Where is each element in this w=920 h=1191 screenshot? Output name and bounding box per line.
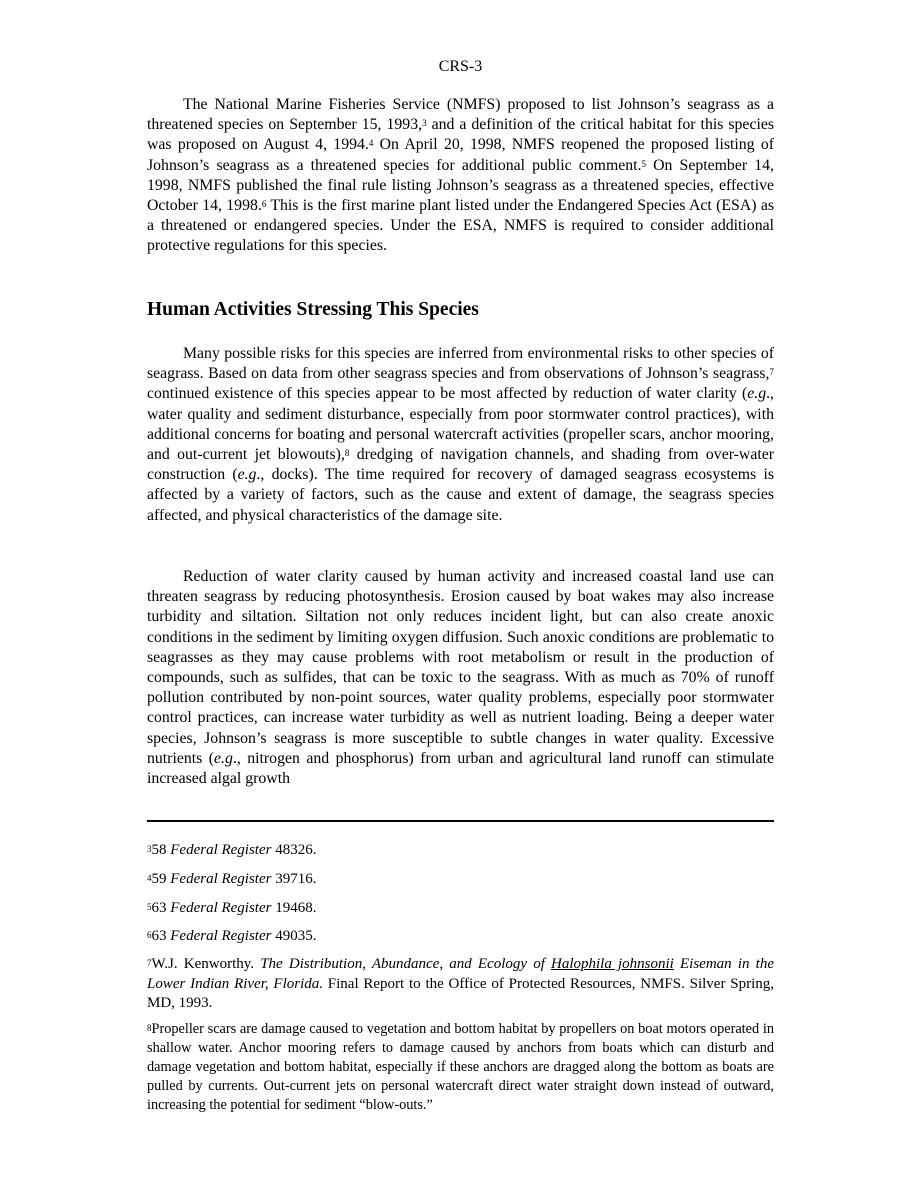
footnote-ref-7[interactable]: 7 [769,367,774,378]
paragraph-text: continued existence of this species appear to be most affected by reduction of water clarity ( [147,385,748,403]
footnote-8 [147,1020,774,1115]
paragraph-risks [147,344,774,526]
paragraph-text: This is the first marine plant listed under the Endangered Species Act (ESA) as a threatened or endangered species. Under the ESA, NMFS is required to consider additional protective regulations for this species. [147,197,774,255]
paragraph-water-clarity [147,567,774,789]
paragraph-text: On September 14, 1998, NMFS published the final rule listing Johnson’s seagrass as a threatened species, effective October 14, 1998. [147,156,774,215]
footnote-6 [147,927,774,947]
footnote-italic: Federal Register [170,900,272,916]
footnote-italic: Federal Register [170,871,272,887]
paragraph-text: On April 20, 1998, NMFS reopened the proposed listing of Johnson’s seagrass as a threatened species for additional public comment. [147,136,774,174]
footnote-text: Final Report to the Office of Protected Resources, NMFS. Silver Spring, MD, 1993. [147,975,774,1011]
footnote-text: 19468. [271,900,317,916]
footnote-text: 63 [151,900,171,916]
footnote-text: 58 [151,842,171,858]
footnote-text: 49035. [271,928,317,944]
footnote-mark: 4 [147,873,152,883]
footnote-title: Eiseman in the Lower Indian River, Florida. [147,956,774,992]
footnote-5 [147,899,774,919]
footnote-species: Halophila johnsonii [551,956,674,972]
paragraph-text: and a definition of the critical habitat for this species was proposed on August 4, 1994. [147,116,775,154]
paragraph-text: Reduction of water clarity caused by human activity and increased coastal land use can threaten seagrass by reducing photosynthesis. Erosion caused by boat wakes may also increase turbidity and siltation. Siltation not only reduces incident light, but can also create anoxic conditions in the sediment by limiting oxygen diffusion. Such anoxic conditions are problematic to seagrasses as they may cause problems with root metabolism or result in the production of compounds, such as sulfides, that can be toxic to the seagrass. With as much as 70% of runoff pollution contributed by non-point sources, water quality problems, especially poor stormwater control practices, can increase water turbidity as well as nutrient loading. Being a deeper water species, Johnson’s seagrass is more susceptible to subtle changes in water quality. Excessive nutrients ( [147,568,774,767]
page-header: CRS-3 [438,58,483,75]
section-heading: Human Activities Stressing This Species [147,299,479,320]
italic-eg: e.g [237,466,257,484]
footnote-text: Propeller scars are damage caused to vegetation and bottom habitat by propellers on boat motors operated in shallow water. Anchor mooring refers to damage caused by anchors from boats which can disturb and damage vegetation and bottom habitat, especially if these anchors are dragged along the bottom as boats are pulled by currents. Out-current jets on personal watercraft direct water straight down instead of outward, increasing the potential for sediment “blow-outs.” [147,1021,774,1113]
paragraph-listing-history [147,95,774,257]
paragraph-text: The National Marine Fisheries Service (NMFS) proposed to list Johnson’s seagrass as a threatened species on September 15, 1993, [147,96,774,134]
footnote-3 [147,841,774,861]
footnote-italic: Federal Register [170,928,272,944]
footnote-ref-8[interactable]: 8 [344,448,350,459]
footnote-7 [147,955,774,1014]
paragraph-text: ., water quality and sediment disturbance, especially from poor stormwater control practices), with additional concerns for boating and personal watercraft activities (propeller scars, anchor mooring, and out-current jet blowouts), [147,385,774,464]
footnote-author: W.J. Kenworthy. [151,956,261,972]
footnote-ref-3[interactable]: 3 [422,118,427,129]
footnote-text: 39716. [271,871,317,887]
footnote-text: 59 [151,871,171,887]
footnote-text: 63 [151,928,171,944]
italic-eg: e.g [747,385,767,403]
footnote-mark: 7 [147,958,152,968]
footnote-4 [147,870,774,890]
paragraph-text: ., nitrogen and phosphorus) from urban and agricultural land runoff can stimulate increased algal growth [147,749,774,788]
footnote-ref-5[interactable]: 5 [641,158,646,169]
footnote-separator [147,820,774,822]
footnote-mark: 5 [147,902,152,912]
footnote-ref-6[interactable]: 6 [261,199,267,210]
footnote-text: 48326. [271,842,317,858]
footnote-mark: 8 [147,1023,152,1033]
footnote-ref-4[interactable]: 4 [368,138,374,149]
italic-eg: e.g [214,749,233,767]
paragraph-text: dredging of navigation channels, and shading from over-water construction ( [147,446,774,484]
footnote-mark: 3 [147,844,152,854]
footnote-mark: 6 [147,930,152,940]
footnote-italic: Federal Register [170,842,272,858]
paragraph-text: ., docks). The time required for recovery of damaged seagrass ecosystems is affected by a variety of factors, such as the cause and extent of damage, the seagrass species affected, and physical characteristics of the damage site. [147,466,774,524]
footnote-title: The Distribution, Abundance, and Ecology of [260,956,552,972]
paragraph-text: Many possible risks for this species are inferred from environmental risks to other species of seagrass. Based on data from other seagrass species and from observations of Johnson’s seagrass, [147,345,774,383]
